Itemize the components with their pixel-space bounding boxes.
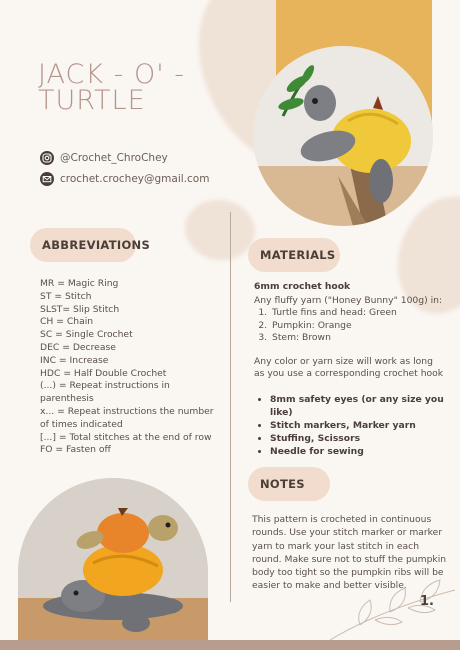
turtle-photo-top [253,46,433,226]
abbreviation-item: ST = Stitch [40,290,92,302]
bottom-bar [0,640,460,650]
abbreviation-item: DEC = Decrease [40,341,116,353]
page-number: 1. [420,594,434,609]
turtle-photo-bottom [18,478,208,640]
abbreviation-item: CH = Chain [40,316,94,328]
email-icon [40,172,54,186]
instagram-handle[interactable]: @Crochet_ChroChey [60,152,168,164]
abbreviation-item: [...] = Total stitches at the end of row [40,431,212,443]
yarn-note: Any color or yarn size will work as long as you use a corresponding crochet hook [254,355,444,379]
abbreviation-item: SC = Single Crochet [40,329,133,341]
yarn-color-item: 1. Turtle fins and head: Green [270,307,444,320]
notes-text: This pattern is crocheted in continuous rounds. Use your stitch marker or marker yarn to mark your last stitch in each round. Make sure not to stuff the pumpkin body too tight so the pumpkin ribs will be easier to make and better visible. [252,514,447,592]
hook-size: 6mm crochet hook [254,281,351,292]
abbreviation-item: MR = Magic Ring [40,278,119,289]
pattern-title [38,59,238,116]
instagram-contact[interactable] [40,151,168,165]
supplies-list [270,393,444,458]
supply-item: • 8mm safety eyes (or any size you like) [270,393,444,419]
column-divider [230,212,231,602]
yarn-intro: Any fluffy yarn ("Honey Bunny" 100g) in: [254,294,443,306]
abbreviation-item: (...) = Repeat instructions in parenthesis [40,380,170,405]
notes-heading: NOTES [248,467,330,501]
abbreviations-heading: ABBREVIATIONS [30,228,136,262]
yarn-color-item: 3. Stem: Brown [270,332,444,345]
supply-item: • Needle for sewing [270,445,444,458]
email-contact[interactable] [40,172,209,186]
yarn-color-item: 2. Pumpkin: Orange [270,320,444,333]
title-line-1: JACK - O' - [38,59,185,90]
abbreviation-item: x... = Repeat instructions the number of times indicated [40,405,214,430]
turtle-pumpkin-illustration [18,478,208,640]
abbreviations-list [40,278,222,457]
leaf-line-decoration [320,570,460,645]
abbreviation-item: FO = Fasten off [40,444,111,456]
abbreviation-item: SLST= Slip Stitch [40,303,120,315]
email-address[interactable]: crochet.crochey@gmail.com [60,173,210,185]
turtle-on-wood-illustration [253,46,433,226]
materials-section [254,281,444,458]
supply-item: • Stuffing, Scissors [270,432,444,445]
yarn-color-list [270,307,444,345]
abbreviation-item: HDC = Half Double Crochet [40,367,167,379]
instagram-icon [40,151,54,165]
abbreviation-item: INC = Increase [40,354,109,366]
supply-item: • Stitch markers, Marker yarn [270,419,444,432]
title-line-2: TURTLE [38,85,146,116]
materials-heading: MATERIALS [248,238,340,272]
